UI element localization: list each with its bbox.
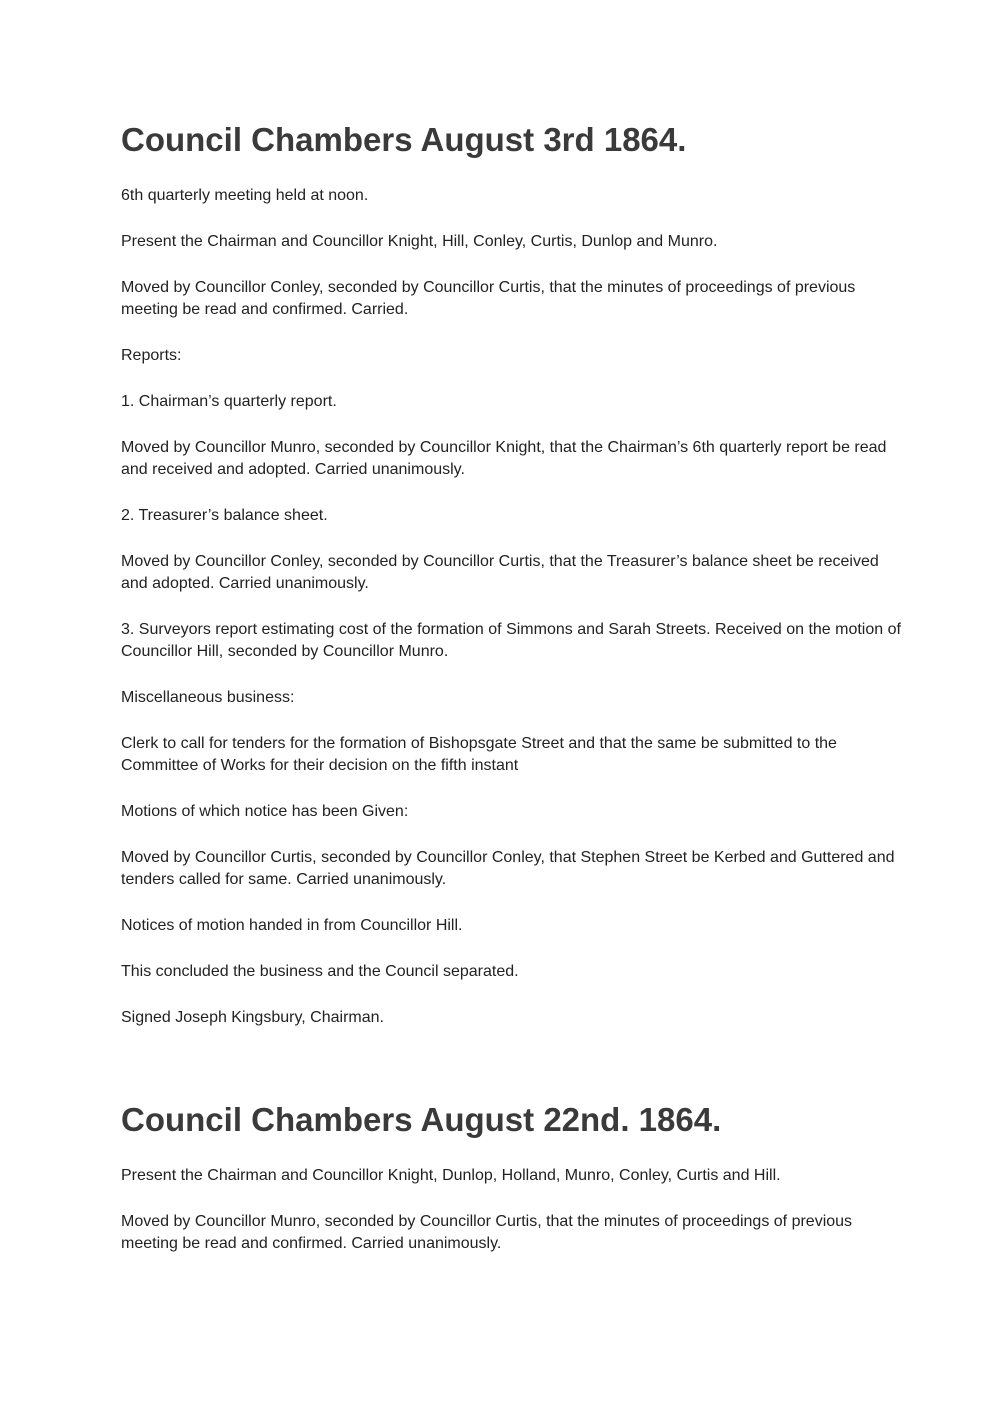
paragraph-motions-label: Motions of which notice has been Given: (121, 803, 409, 820)
paragraph-report-3: 3. Surveyors report estimating cost of the formation of Simmons and Sarah Streets. Received on the motion of Councillor Hill, seconded by Councillor Munro. (121, 621, 901, 660)
paragraph-signature: Signed Joseph Kingsbury, Chairman. (121, 1009, 384, 1026)
meeting-heading-august-22: Council Chambers August 22nd. 1864. (121, 1101, 722, 1138)
paragraph-notices: Notices of motion handed in from Councillor Hill. (121, 917, 463, 934)
paragraph-report-1: 1. Chairman’s quarterly report. (121, 393, 337, 410)
meeting-heading-august-3: Council Chambers August 3rd 1864. (121, 121, 687, 158)
paragraph-conclusion: This concluded the business and the Council separated. (121, 963, 519, 980)
paragraph-misc-label: Miscellaneous business: (121, 689, 295, 706)
paragraph-meeting-type: 6th quarterly meeting held at noon. (121, 187, 369, 204)
paragraph-present-august-22: Present the Chairman and Councillor Knight, Dunlop, Holland, Munro, Conley, Curtis and Hill. (121, 1167, 781, 1184)
meeting-minutes-august-3 (121, 185, 901, 1053)
paragraph-report-2: 2. Treasurer’s balance sheet. (121, 507, 328, 524)
paragraph-reports-label: Reports: (121, 347, 182, 364)
paragraph-present: Present the Chairman and Councillor Knight, Hill, Conley, Curtis, Dunlop and Munro. (121, 233, 718, 250)
paragraph-minutes-motion-august-22: Moved by Councillor Munro, seconded by Councillor Curtis, that the minutes of proceedings of previous meeting be read and confirmed. Carried unanimously. (121, 1213, 853, 1252)
paragraph-stephen-street-motion: Moved by Councillor Curtis, seconded by Councillor Conley, that Stephen Street be Kerbed and Guttered and tenders called for same. Carried unanimously. (121, 849, 895, 888)
paragraph-minutes-motion: Moved by Councillor Conley, seconded by Councillor Curtis, that the minutes of proceedings of previous meeting be read and confirmed. Carried. (121, 279, 856, 318)
paragraph-report-1-motion: Moved by Councillor Munro, seconded by Councillor Knight, that the Chairman’s 6th quarterly report be read and received and adopted. Carried unanimously. (121, 439, 887, 478)
paragraph-misc-tenders: Clerk to call for tenders for the formation of Bishopsgate Street and that the same be submitted to the Committee of Works for their decision on the fifth instant (121, 735, 837, 774)
meeting-minutes-august-22 (121, 1165, 901, 1279)
paragraph-report-2-motion: Moved by Councillor Conley, seconded by Councillor Curtis, that the Treasurer’s balance sheet be received and adopted. Carried unanimously. (121, 553, 879, 592)
